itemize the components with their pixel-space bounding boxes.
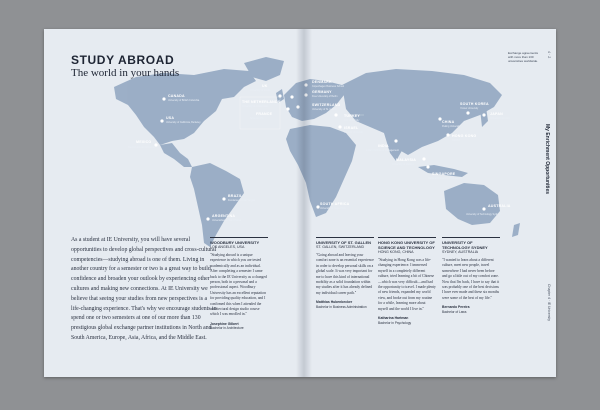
testimonial-rule [442,237,500,238]
marker-malaysia[interactable] [422,157,425,160]
region-label: SINGAPORE [432,172,456,176]
testimonial-author: Matthias Hubenbecker [316,300,353,305]
testimonial-st-gallen [316,237,374,309]
chapter-label-vertical: Chapter 4 · IE University [547,284,551,321]
region-detail: University of British Columbia [168,99,200,102]
testimonial-text: "Studying abroad is a unique experience in which you are tested academically and as an individual. After completing a semester I came back to the IE University as a changed person, both in a personal and a professional aspect. Woodbury University has an excellent reputation for providing quality education, and I confirmed this when I attended the architectural design studio course which I was enrolled in." [210,253,267,317]
region-detail: University of Leeds [250,89,271,92]
marker-australia[interactable] [482,207,485,210]
region-label: THE NETHERLANDS [242,100,281,104]
testimonial-hkust [378,237,436,325]
region-label: TURKEY [344,114,360,118]
south-america-shape [190,163,244,247]
region-detail: Peking University [442,125,461,128]
region-label: CANADA [168,94,185,98]
testimonial-rule [316,237,374,238]
region-detail: HKUST [452,139,461,142]
region-label: AUSTRALIA [488,204,511,208]
region-label: SOUTH KOREA [460,102,489,106]
region-label: INDIA [378,144,389,148]
marker-japan[interactable] [482,113,485,116]
testimonial-location: SYDNEY, AUSTRALIA [442,250,479,254]
region-label: MALAYSIA [396,158,417,162]
region-label: GERMANY [312,90,332,94]
new-zealand-shape [512,223,520,237]
testimonial-author: Josephine Gilbert [210,321,239,326]
page-subtitle: The world in your hands [71,67,180,79]
region-label: ISRAEL [344,126,359,130]
region-label: HONG KONG [452,134,477,138]
region-label: USA [166,116,175,120]
region-label: ARGENTINA [212,214,236,218]
marker-india[interactable] [394,139,397,142]
region-label: DENMARK [312,80,332,84]
region-detail: Tecnologico de Monterrey [128,146,156,149]
testimonial-university: WOODBURY UNIVERSITY [210,240,260,245]
marker-brazil[interactable] [222,197,225,200]
marker-usa[interactable] [160,119,163,122]
central-america-shape [160,143,192,167]
magazine-spread [44,29,556,377]
region-detail: Free University of Berlin [312,95,338,98]
testimonial-location: LOS ANGELES, USA [210,245,245,249]
testimonial-woodbury [210,237,268,331]
testimonial-location: HONG KONG, CHINA [378,250,414,254]
region-detail: Koc University [344,119,360,122]
region-label: SOUTH AFRICA [320,202,350,206]
testimonial-text: "Going abroad and leaving your comfort zone is an essential experience in order to develop personal skills on a global scale. It was very important for me to have this kind of international mobility as a solid foundation within my studies after it has already defined my individual career path." [316,253,374,295]
region-detail: University of Amsterdam [242,105,268,108]
marker-netherlands[interactable] [290,95,293,98]
region-detail: Sciences Po [250,117,264,120]
region-detail: Tel Aviv University [344,131,364,134]
region-detail: University of California, Berkeley [166,121,201,124]
marker-singapore[interactable] [426,165,429,168]
testimonial-text: "I wanted to learn about a different culture, meet new people, travel somewhere I had never been before and go a little out of my comfort zone. Now that I'm back, I have to say that it was probably one of the best decisions I have ever made and these six months were some of the best of my life." [442,258,500,300]
testimonial-role: Bachelor in Business Administration [316,304,367,309]
region-detail: Yonsei University [460,107,479,110]
region-label: CHINA [442,120,455,124]
corner-note: Exchange agreements with more than 130 universities worldwide. [508,51,539,63]
testimonial-location: ST. GALLEN, SWITZERLAND [316,245,365,249]
region-detail: Fundacao Getulio Vargas [228,199,255,202]
testimonial-author: Katharina Hartman [378,316,409,321]
testimonial-university: UNIVERSITY OF ST. GALLEN [316,240,372,245]
region-label: JAPAN [490,112,503,116]
marker-argentina[interactable] [206,217,209,220]
testimonial-rule [210,237,268,238]
testimonial-uts [442,237,500,314]
marker-france[interactable] [286,107,289,110]
section-title-vertical: My Enrichment Opportunities [544,124,550,195]
region-detail: Waseda University [490,117,510,120]
page-marker: 4 · 2 [547,51,551,59]
region-detail: Indian Institute of Management [366,149,399,152]
region-detail: University of St. Gallen [312,108,337,111]
testimonial-role: Bachelor in Psychology [378,320,412,325]
testimonial-university: UNIVERSITY OF TECHNOLOGY SYDNEY [442,240,488,250]
testimonial-university: HONG KONG UNIVERSITY OF SCIENCE AND TECHNOLOGY [378,240,435,250]
region-label: FRANCE [256,112,273,116]
marker-canada[interactable] [162,97,165,100]
region-detail: University of Malaya [392,163,414,166]
testimonial-role: Bachelor of Laws [442,309,467,314]
marker-hong-kong[interactable] [446,133,449,136]
region-label: SWITZERLAND [312,103,341,107]
region-label: MEXICO [136,140,152,144]
testimonial-author: Bernardo Pereira [442,305,470,310]
intro-paragraph: As a student at IE University, you will have several opportunities to develop global perspectives and cross-cultural competencies—studying abroad is one of them. Living in another country for a semester or two is a great way to build confidence and broaden your outlook by experiencing other cultures and making new connections. At IE University we believe that seeing your studies from new perspectives is a life-changing experience. That's why we encourage students to spend one or two semesters at one of our more than 130 prestigious global exchange partner institutions in North and South America, Europe, Asia, Africa, and the Middle East. [71,237,217,341]
asia-shape [342,69,502,155]
north-america-shape [114,69,256,145]
spread-gutter [296,29,312,377]
marker-turkey[interactable] [334,113,337,116]
region-detail: University of Cape Town [320,207,346,210]
testimonial-role: Bachelor in Architecture [210,326,244,331]
region-label: UK [262,84,268,88]
region-detail: Copenhagen Business School [312,85,345,88]
page-title: STUDY ABROAD [71,53,175,67]
marker-israel[interactable] [338,125,341,128]
marker-south-korea[interactable] [466,111,469,114]
testimonial-text: "Studying in Hong Kong was a life-changing experience. I immersed myself in a completely different culture, tried learning a bit of Chinese—which was very difficult—and had the opportunity to travel. I made plenty of new friends, expanded my world view, and broke out from my routine for a while, learning more about myself and the world I live in." [378,258,436,311]
region-detail: University of Technology Sydney [466,213,501,216]
testimonial-rule [378,237,436,238]
region-detail: Universidad de San Andres [212,219,241,222]
region-detail: National University of Singapore [428,177,463,180]
region-label: BRAZIL [228,194,243,198]
